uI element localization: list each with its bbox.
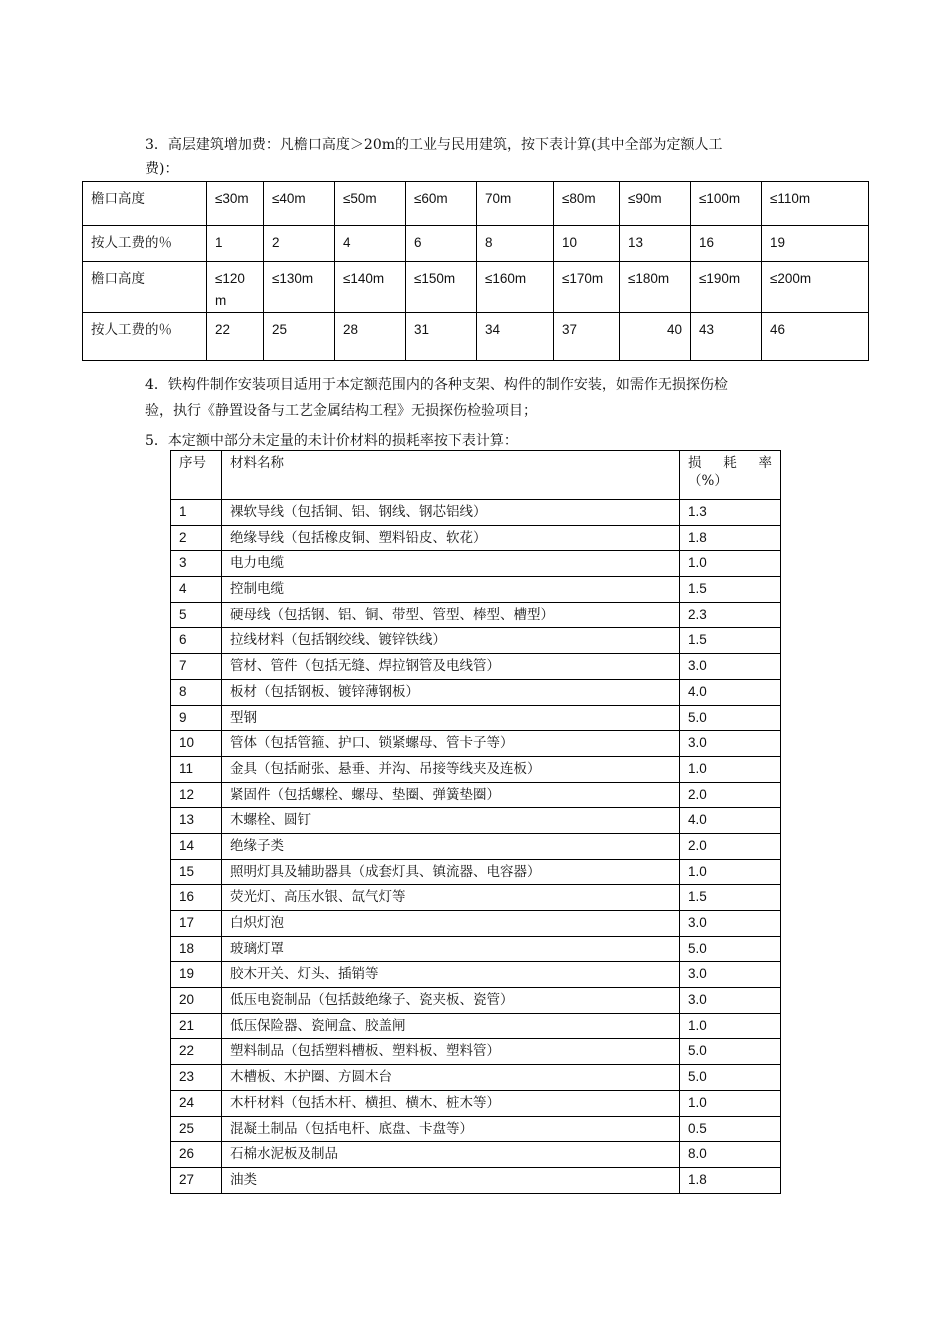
header-loss-rate-char-1: 损 bbox=[688, 455, 702, 471]
header-material-name: 材料名称 bbox=[222, 451, 680, 500]
paragraph-4-line-2: 验，执行《静置设备与工艺金属结构工程》无损探伤检验项目； bbox=[145, 403, 537, 419]
height-table-row bbox=[83, 226, 869, 262]
loss-serial-number: 8 bbox=[171, 679, 222, 705]
loss-table-row bbox=[171, 1167, 781, 1193]
loss-table-row bbox=[171, 782, 781, 808]
height-table-cell: 34 bbox=[477, 313, 554, 361]
loss-serial-number: 16 bbox=[171, 885, 222, 911]
loss-material-name: 电力电缆 bbox=[222, 551, 680, 577]
loss-table-row bbox=[171, 705, 781, 731]
loss-table-row bbox=[171, 756, 781, 782]
loss-material-name: 金具（包括耐张、悬垂、并沟、吊接等线夹及连板） bbox=[222, 756, 680, 782]
height-table-cell: 37 bbox=[554, 313, 620, 361]
loss-serial-number: 15 bbox=[171, 859, 222, 885]
height-table-cell: ≤130m bbox=[264, 262, 335, 313]
loss-material-name: 玻璃灯罩 bbox=[222, 936, 680, 962]
height-table-cell: 46 bbox=[762, 313, 869, 361]
height-table-row-label: 按人工费的％ bbox=[83, 226, 207, 262]
loss-material-name: 裸软导线（包括铜、铝、钢线、钢芯铝线） bbox=[222, 500, 680, 526]
loss-serial-number: 22 bbox=[171, 1039, 222, 1065]
loss-rate-value: 1.8 bbox=[680, 1167, 781, 1193]
height-table-cell: ≤160m bbox=[477, 262, 554, 313]
loss-serial-number: 13 bbox=[171, 808, 222, 834]
height-table-cell: 4 bbox=[335, 226, 406, 262]
loss-serial-number: 19 bbox=[171, 962, 222, 988]
height-table-cell: 70m bbox=[477, 182, 554, 226]
height-table-cell: ≤180m bbox=[620, 262, 691, 313]
loss-rate-value: 5.0 bbox=[680, 936, 781, 962]
material-loss-rate-table bbox=[170, 450, 781, 1194]
height-table-cell: 16 bbox=[691, 226, 762, 262]
height-table-cell: 8 bbox=[477, 226, 554, 262]
loss-rate-value: 3.0 bbox=[680, 962, 781, 988]
loss-serial-number: 11 bbox=[171, 756, 222, 782]
loss-rate-value: 1.8 bbox=[680, 525, 781, 551]
loss-serial-number: 6 bbox=[171, 628, 222, 654]
loss-table-header-row bbox=[171, 451, 781, 500]
loss-rate-value: 1.5 bbox=[680, 628, 781, 654]
loss-serial-number: 25 bbox=[171, 1116, 222, 1142]
height-table-cell: ≤150m bbox=[406, 262, 477, 313]
height-table-row bbox=[83, 262, 869, 313]
height-table-cell: ≤120m bbox=[207, 262, 264, 313]
loss-table-row bbox=[171, 628, 781, 654]
loss-material-name: 控制电缆 bbox=[222, 577, 680, 603]
height-table-cell: ≤110m bbox=[762, 182, 869, 226]
header-loss-rate-char-2: 耗 bbox=[723, 455, 737, 471]
loss-table-row bbox=[171, 731, 781, 757]
height-table-cell: ≤100m bbox=[691, 182, 762, 226]
loss-serial-number: 26 bbox=[171, 1142, 222, 1168]
paragraph-4 bbox=[145, 372, 815, 424]
loss-material-name: 绝缘导线（包括橡皮铜、塑料铅皮、软花） bbox=[222, 525, 680, 551]
loss-rate-value: 1.5 bbox=[680, 885, 781, 911]
loss-serial-number: 27 bbox=[171, 1167, 222, 1193]
loss-serial-number: 21 bbox=[171, 1013, 222, 1039]
loss-rate-value: 3.0 bbox=[680, 731, 781, 757]
loss-table-row bbox=[171, 859, 781, 885]
loss-table-row bbox=[171, 962, 781, 988]
loss-serial-number: 18 bbox=[171, 936, 222, 962]
height-table-cell: ≤50m bbox=[335, 182, 406, 226]
loss-rate-value: 1.0 bbox=[680, 756, 781, 782]
loss-rate-value: 0.5 bbox=[680, 1116, 781, 1142]
loss-material-name: 低压保险器、瓷闸盒、胶盖闸 bbox=[222, 1013, 680, 1039]
loss-material-name: 管体（包括管箍、护口、锁紧螺母、管卡子等） bbox=[222, 731, 680, 757]
height-table-cell: 13 bbox=[620, 226, 691, 262]
height-table-cell: 28 bbox=[335, 313, 406, 361]
loss-table-row bbox=[171, 551, 781, 577]
loss-material-name: 木杆材料（包括木杆、横担、横木、桩木等） bbox=[222, 1090, 680, 1116]
loss-table-row bbox=[171, 1013, 781, 1039]
loss-material-name: 紧固件（包括螺栓、螺母、垫圈、弹簧垫圈） bbox=[222, 782, 680, 808]
loss-rate-value: 1.0 bbox=[680, 859, 781, 885]
loss-table-row bbox=[171, 1142, 781, 1168]
loss-table-row bbox=[171, 885, 781, 911]
loss-rate-value: 2.0 bbox=[680, 833, 781, 859]
loss-table-row bbox=[171, 1116, 781, 1142]
height-table-row-label: 檐口高度 bbox=[83, 182, 207, 226]
height-table-cell: ≤140m bbox=[335, 262, 406, 313]
loss-serial-number: 12 bbox=[171, 782, 222, 808]
paragraph-5: 5．本定额中部分未定量的未计价材料的损耗率按下表计算： bbox=[145, 433, 518, 449]
loss-rate-value: 3.0 bbox=[680, 911, 781, 937]
loss-table-row bbox=[171, 602, 781, 628]
loss-material-name: 胶木开关、灯头、插销等 bbox=[222, 962, 680, 988]
loss-material-name: 低压电瓷制品（包括鼓绝缘子、瓷夹板、瓷管） bbox=[222, 988, 680, 1014]
paragraph-3-line-2: 费)： bbox=[145, 161, 179, 177]
loss-table-row bbox=[171, 500, 781, 526]
loss-rate-value: 8.0 bbox=[680, 1142, 781, 1168]
paragraph-3-line-1: 3．高层建筑增加费：凡檐口高度＞20m的工业与民用建筑，按下表计算(其中全部为定额人工 bbox=[145, 137, 723, 153]
loss-material-name: 油类 bbox=[222, 1167, 680, 1193]
loss-table-row bbox=[171, 525, 781, 551]
loss-table-row bbox=[171, 1090, 781, 1116]
loss-serial-number: 7 bbox=[171, 654, 222, 680]
loss-rate-value: 1.0 bbox=[680, 1090, 781, 1116]
loss-serial-number: 20 bbox=[171, 988, 222, 1014]
height-table-cell: 43 bbox=[691, 313, 762, 361]
paragraph-4-line-1: 4．铁构件制作安装项目适用于本定额范围内的各种支架、构件的制作安装，如需作无损探伤检 bbox=[145, 377, 728, 393]
height-table-row bbox=[83, 182, 869, 226]
height-table-cell: 22 bbox=[207, 313, 264, 361]
height-table-cell: 2 bbox=[264, 226, 335, 262]
loss-table-row bbox=[171, 679, 781, 705]
loss-serial-number: 9 bbox=[171, 705, 222, 731]
loss-material-name: 荧光灯、高压水银、氙气灯等 bbox=[222, 885, 680, 911]
height-table-cell: ≤200m bbox=[762, 262, 869, 313]
height-table-cell: 10 bbox=[554, 226, 620, 262]
loss-serial-number: 10 bbox=[171, 731, 222, 757]
loss-rate-value: 5.0 bbox=[680, 705, 781, 731]
loss-serial-number: 24 bbox=[171, 1090, 222, 1116]
height-table-cell: 1 bbox=[207, 226, 264, 262]
loss-rate-value: 3.0 bbox=[680, 988, 781, 1014]
loss-table-row bbox=[171, 654, 781, 680]
height-table-cell: ≤60m bbox=[406, 182, 477, 226]
loss-rate-value: 4.0 bbox=[680, 808, 781, 834]
loss-material-name: 管材、管件（包括无缝、焊拉钢管及电线管） bbox=[222, 654, 680, 680]
height-table-cell: ≤40m bbox=[264, 182, 335, 226]
loss-serial-number: 5 bbox=[171, 602, 222, 628]
loss-rate-value: 1.3 bbox=[680, 500, 781, 526]
header-loss-rate bbox=[680, 451, 781, 500]
height-table-row-label: 按人工费的％ bbox=[83, 313, 207, 361]
height-table-cell: ≤80m bbox=[554, 182, 620, 226]
loss-serial-number: 23 bbox=[171, 1065, 222, 1091]
loss-serial-number: 1 bbox=[171, 500, 222, 526]
loss-material-name: 白炽灯泡 bbox=[222, 911, 680, 937]
header-serial-number: 序号 bbox=[171, 451, 222, 500]
loss-rate-value: 5.0 bbox=[680, 1065, 781, 1091]
loss-rate-value: 5.0 bbox=[680, 1039, 781, 1065]
loss-rate-value: 1.0 bbox=[680, 1013, 781, 1039]
loss-serial-number: 2 bbox=[171, 525, 222, 551]
loss-material-name: 硬母线（包括钢、铝、铜、带型、管型、棒型、槽型） bbox=[222, 602, 680, 628]
loss-material-name: 照明灯具及辅助器具（成套灯具、镇流器、电容器） bbox=[222, 859, 680, 885]
loss-material-name: 石棉水泥板及制品 bbox=[222, 1142, 680, 1168]
paragraph-3 bbox=[145, 132, 815, 182]
loss-serial-number: 14 bbox=[171, 833, 222, 859]
height-table-row bbox=[83, 313, 869, 361]
height-table-cell: ≤30m bbox=[207, 182, 264, 226]
loss-rate-value: 4.0 bbox=[680, 679, 781, 705]
header-loss-rate-unit: （%） bbox=[688, 473, 728, 489]
loss-rate-value: 3.0 bbox=[680, 654, 781, 680]
loss-table-row bbox=[171, 988, 781, 1014]
loss-table-row bbox=[171, 808, 781, 834]
loss-material-name: 板材（包括钢板、镀锌薄钢板） bbox=[222, 679, 680, 705]
loss-rate-value: 2.0 bbox=[680, 782, 781, 808]
height-table-cell: ≤190m bbox=[691, 262, 762, 313]
height-table-row-label: 檐口高度 bbox=[83, 262, 207, 313]
loss-table-row bbox=[171, 936, 781, 962]
loss-table-row bbox=[171, 911, 781, 937]
loss-material-name: 塑料制品（包括塑料槽板、塑料板、塑料管） bbox=[222, 1039, 680, 1065]
loss-material-name: 混凝土制品（包括电杆、底盘、卡盘等） bbox=[222, 1116, 680, 1142]
loss-serial-number: 4 bbox=[171, 577, 222, 603]
eave-height-table bbox=[82, 181, 869, 361]
height-table-cell: 40 bbox=[620, 313, 691, 361]
loss-table-row bbox=[171, 1039, 781, 1065]
loss-material-name: 木槽板、木护圈、方圆木台 bbox=[222, 1065, 680, 1091]
loss-material-name: 型钢 bbox=[222, 705, 680, 731]
height-table-cell: ≤170m bbox=[554, 262, 620, 313]
loss-serial-number: 3 bbox=[171, 551, 222, 577]
loss-material-name: 拉线材料（包括钢绞线、镀锌铁线） bbox=[222, 628, 680, 654]
height-table-cell: ≤90m bbox=[620, 182, 691, 226]
loss-material-name: 木螺栓、圆钉 bbox=[222, 808, 680, 834]
loss-rate-value: 1.0 bbox=[680, 551, 781, 577]
loss-rate-value: 1.5 bbox=[680, 577, 781, 603]
loss-table-row bbox=[171, 833, 781, 859]
loss-serial-number: 17 bbox=[171, 911, 222, 937]
height-table-cell: 19 bbox=[762, 226, 869, 262]
loss-table-row bbox=[171, 577, 781, 603]
loss-rate-value: 2.3 bbox=[680, 602, 781, 628]
height-table-cell: 31 bbox=[406, 313, 477, 361]
loss-material-name: 绝缘子类 bbox=[222, 833, 680, 859]
loss-table-row bbox=[171, 1065, 781, 1091]
height-table-cell: 25 bbox=[264, 313, 335, 361]
height-table-cell: 6 bbox=[406, 226, 477, 262]
header-loss-rate-char-3: 率 bbox=[758, 455, 772, 471]
